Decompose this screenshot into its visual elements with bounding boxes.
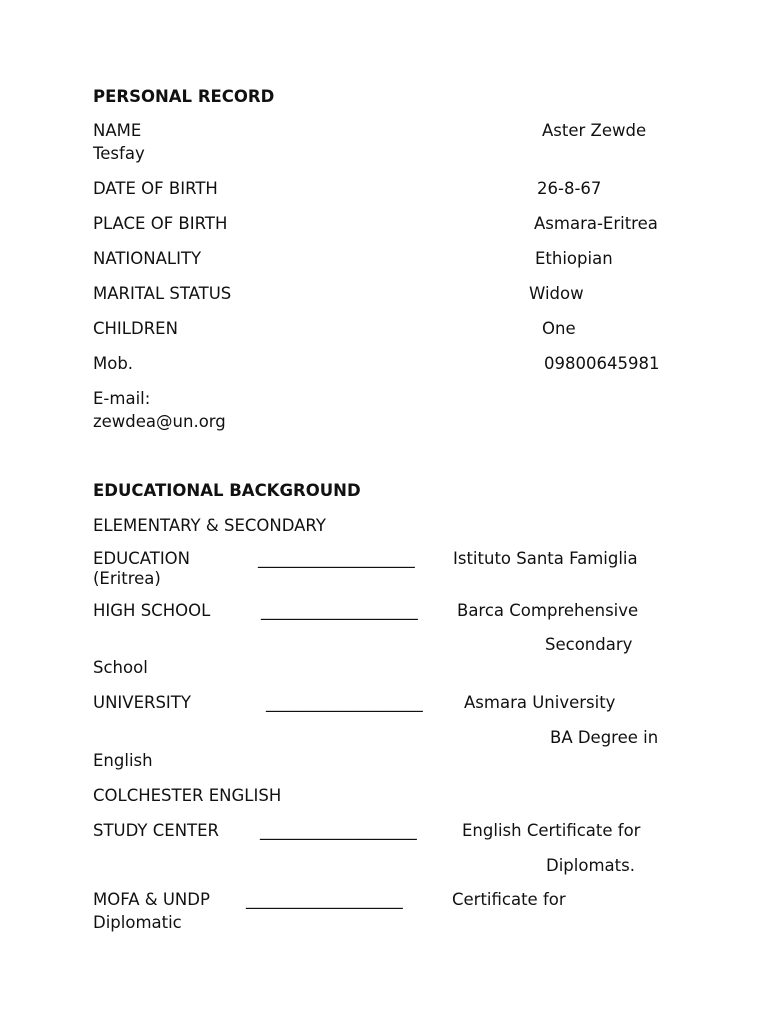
nationality-value: Ethiopian (535, 249, 613, 268)
name-value: Aster Zewde (542, 121, 647, 140)
email-value: zewdea@un.org (93, 412, 226, 431)
university-value: Asmara University (464, 693, 616, 712)
mobile-value: 09800645981 (544, 354, 660, 373)
mofa-value-wrap: Diplomatic (93, 913, 182, 932)
high-school-rule: ___________________ (261, 601, 418, 620)
nationality-label: NATIONALITY (93, 249, 202, 268)
personal-record-heading: PERSONAL RECORD (93, 87, 275, 106)
mofa-value: Certificate for (452, 890, 566, 909)
mobile-label: Mob. (93, 354, 134, 373)
university-label: UNIVERSITY (93, 693, 191, 712)
children-value: One (542, 319, 576, 338)
pob-value: Asmara-Eritrea (534, 214, 658, 233)
email-label: E-mail: (93, 389, 151, 408)
university-rule: ___________________ (266, 693, 423, 712)
pob-label: PLACE OF BIRTH (93, 214, 228, 233)
marital-status-label: MARITAL STATUS (93, 284, 232, 303)
mofa-rule: ___________________ (246, 890, 403, 909)
colchester-label: STUDY CENTER (93, 821, 220, 840)
name-value-wrap: Tesfay (93, 144, 145, 163)
colchester-value-line2: Diplomats. (546, 856, 635, 875)
children-label: CHILDREN (93, 319, 178, 338)
marital-status-value: Widow (529, 284, 584, 303)
high-school-value-line2: Secondary (545, 635, 633, 654)
university-value-wrap: English (93, 751, 153, 770)
high-school-label: HIGH SCHOOL (93, 601, 211, 620)
elementary-value-wrap: (Eritrea) (93, 569, 161, 588)
high-school-value-wrap: School (93, 658, 148, 677)
elementary-value: Istituto Santa Famiglia (453, 549, 638, 568)
mofa-label: MOFA & UNDP (93, 890, 210, 909)
name-label: NAME (93, 121, 142, 140)
elementary-label-line1: ELEMENTARY & SECONDARY (93, 516, 326, 535)
university-value-line2: BA Degree in (550, 728, 659, 747)
high-school-value: Barca Comprehensive (457, 601, 639, 620)
elementary-label: EDUCATION (93, 549, 191, 568)
elementary-rule: ___________________ (258, 549, 415, 568)
educational-background-heading: EDUCATIONAL BACKGROUND (93, 481, 361, 500)
dob-value: 26-8-67 (537, 179, 602, 198)
colchester-value: English Certificate for (462, 821, 641, 840)
colchester-label-line1: COLCHESTER ENGLISH (93, 786, 282, 805)
colchester-rule: ___________________ (260, 821, 417, 840)
dob-label: DATE OF BIRTH (93, 179, 218, 198)
